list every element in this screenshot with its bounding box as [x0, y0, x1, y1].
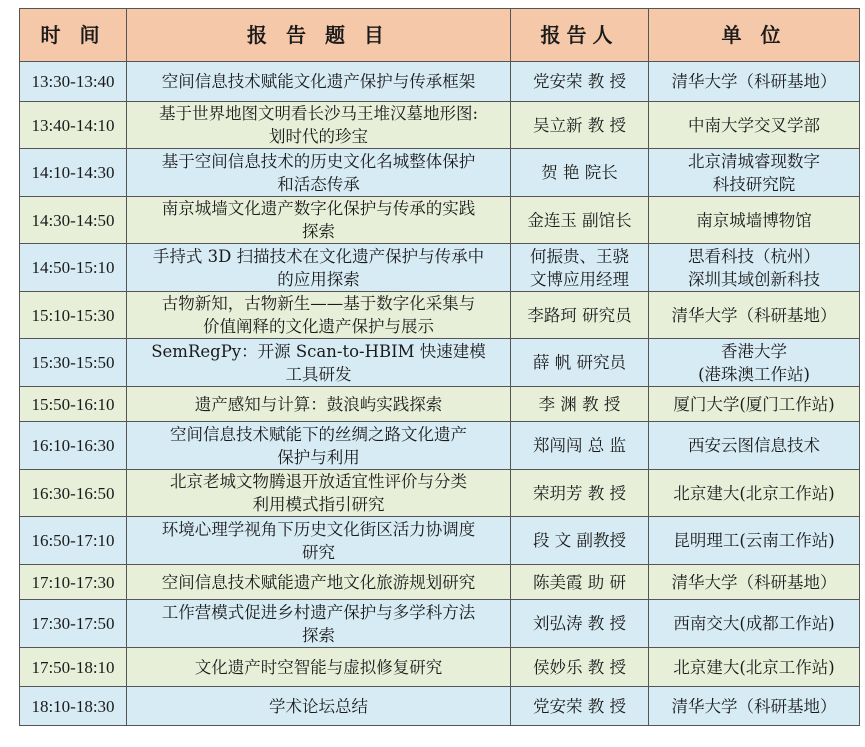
row-unit-line: 香港大学 [721, 341, 787, 361]
table-row [20, 517, 860, 565]
row-speaker [511, 600, 649, 648]
row-speaker [511, 244, 649, 292]
row-speaker [511, 292, 649, 339]
row-title [127, 422, 511, 470]
table-row [20, 687, 860, 726]
table-row [20, 387, 860, 422]
row-time: 17:50-18:10 [20, 648, 127, 687]
row-unit-line: 厦门大学(厦门工作站) [673, 394, 835, 414]
row-title-line: SemRegPy：开源 Scan-to-HBIM 快速建模 [151, 341, 486, 361]
row-speaker-line: 何振贵、王骁 [530, 246, 629, 266]
row-speaker-line: 陈美霞 助 研 [533, 572, 626, 592]
row-title-line: 探索 [302, 625, 335, 645]
row-title [127, 565, 511, 600]
row-speaker [511, 687, 649, 726]
row-speaker [511, 517, 649, 565]
row-speaker-line: 侯妙乐 教 授 [533, 657, 626, 677]
row-unit [649, 422, 860, 470]
row-speaker-line: 李 渊 教 授 [538, 394, 621, 414]
row-speaker [511, 197, 649, 244]
row-speaker-line: 文博应用经理 [530, 269, 629, 289]
row-title-line: 基于世界地图文明看长沙马王堆汉墓地形图: [158, 104, 479, 123]
row-title [127, 648, 511, 687]
row-title-line: 文化遗产时空智能与虚拟修复研究 [194, 657, 443, 677]
row-time: 16:10-16:30 [20, 422, 127, 470]
row-title [127, 292, 511, 339]
row-speaker-line: 段 文 副教授 [533, 531, 626, 550]
row-unit-line: 中南大学交叉学部 [688, 115, 820, 135]
row-time: 13:40-14:10 [20, 102, 127, 149]
row-title-line: 价值阐释的文化遗产保护与展示 [203, 317, 434, 336]
schedule-table [19, 8, 860, 726]
row-time: 15:10-15:30 [20, 292, 127, 339]
row-unit [649, 648, 860, 687]
row-unit [649, 62, 860, 102]
header-title: 报 告 题 目 [127, 9, 511, 62]
row-speaker [511, 387, 649, 422]
row-title [127, 62, 511, 102]
table-row [20, 648, 860, 687]
row-title-line: 学术论坛总结 [269, 696, 368, 716]
table-row [20, 292, 860, 339]
row-speaker [511, 565, 649, 600]
row-speaker-line: 荣玥芳 教 授 [533, 483, 626, 503]
row-unit [649, 339, 860, 387]
row-title [127, 197, 511, 244]
row-speaker [511, 102, 649, 149]
row-title-line: 工具研发 [285, 364, 352, 384]
row-speaker [511, 149, 649, 197]
table-row [20, 470, 860, 517]
row-time: 13:30-13:40 [20, 62, 127, 102]
row-unit-line: 思看科技（杭州） [688, 246, 820, 266]
row-title-line: 遗产感知与计算：鼓浪屿实践探索 [194, 394, 443, 414]
row-time: 14:10-14:30 [20, 149, 127, 197]
row-title-line: 空间信息技术赋能遗产地文化旅游规划研究 [161, 572, 476, 592]
row-speaker [511, 339, 649, 387]
row-title-line: 空间信息技术赋能文化遗产保护与传承框架 [161, 72, 476, 91]
row-title [127, 387, 511, 422]
row-title-line: 环境心理学视角下历史文化街区活力协调度 [161, 519, 476, 539]
row-unit [649, 149, 860, 197]
row-speaker-line: 郑闯闯 总 监 [533, 436, 626, 455]
row-title-line: 基于空间信息技术的历史文化名城整体保护 [161, 151, 476, 171]
table-row [20, 244, 860, 292]
row-speaker-line: 薛 帆 研究员 [533, 353, 626, 372]
row-speaker [511, 470, 649, 517]
row-title-line: 空间信息技术赋能下的丝绸之路文化遗产 [170, 424, 467, 444]
row-speaker-line: 金连玉 副馆长 [527, 210, 632, 230]
row-title-line: 探索 [302, 222, 335, 241]
row-title [127, 600, 511, 648]
row-title-line: 手持式 3D 扫描技术在文化遗产保护与传承中 [152, 246, 485, 266]
row-unit [649, 197, 860, 244]
row-title-line: 研究 [302, 542, 335, 562]
row-title [127, 517, 511, 565]
row-time: 16:30-16:50 [20, 470, 127, 517]
row-title [127, 687, 511, 726]
row-unit-line: 昆明理工(云南工作站) [673, 531, 835, 550]
row-title [127, 244, 511, 292]
row-unit-line: 清华大学（科研基地） [671, 72, 837, 91]
table-row [20, 102, 860, 149]
row-speaker [511, 422, 649, 470]
row-title [127, 470, 511, 517]
row-unit [649, 292, 860, 339]
table-header-row [20, 9, 860, 62]
row-title-line: 工作营模式促进乡村遗产保护与多学科方法 [161, 602, 476, 622]
row-unit-line: 北京清城睿现数字 [688, 151, 820, 171]
header-speaker: 报告人 [511, 9, 649, 62]
row-speaker-line: 党安荣 教 授 [533, 696, 626, 716]
row-title-line: 南京城墙文化遗产数字化保护与传承的实践 [161, 199, 476, 218]
row-title-line: 北京老城文物腾退开放适宜性评价与分类 [170, 472, 467, 491]
row-unit-line: 北京建大(北京工作站) [673, 657, 835, 677]
row-speaker [511, 62, 649, 102]
row-title-line: 利用模式指引研究 [252, 495, 385, 514]
row-speaker-line: 党安荣 教 授 [533, 72, 626, 91]
row-time: 17:10-17:30 [20, 565, 127, 600]
row-time: 14:30-14:50 [20, 197, 127, 244]
row-time: 15:50-16:10 [20, 387, 127, 422]
row-title-line: 古物新知，古物新生——基于数字化采集与 [161, 294, 476, 313]
row-title-line: 的应用探索 [277, 269, 360, 289]
row-unit-line: 清华大学（科研基地） [671, 696, 837, 716]
row-speaker [511, 648, 649, 687]
row-title [127, 339, 511, 387]
row-unit-line: 清华大学（科研基地） [671, 305, 837, 325]
row-unit-line: 南京城墙博物馆 [696, 210, 812, 230]
row-title-line: 和活态传承 [277, 174, 360, 194]
row-title-line: 保护与利用 [277, 447, 360, 467]
row-speaker-line: 吴立新 教 授 [533, 115, 626, 135]
row-speaker-line: 刘弘涛 教 授 [533, 614, 626, 633]
row-unit [649, 517, 860, 565]
row-unit [649, 244, 860, 292]
row-unit [649, 565, 860, 600]
row-unit [649, 470, 860, 517]
row-unit [649, 600, 860, 648]
row-unit-line: 西安云图信息技术 [688, 436, 820, 455]
row-title [127, 102, 511, 149]
table-row [20, 62, 860, 102]
row-unit-line: 清华大学（科研基地） [671, 572, 837, 592]
row-time: 17:30-17:50 [20, 600, 127, 648]
table-row [20, 600, 860, 648]
table-row [20, 149, 860, 197]
row-time: 15:30-15:50 [20, 339, 127, 387]
row-unit-line: 深圳其域创新科技 [688, 269, 820, 289]
table-row [20, 422, 860, 470]
header-unit: 单 位 [649, 9, 860, 62]
row-unit-line: (港珠澳工作站) [698, 364, 810, 384]
row-unit-line: 北京建大(北京工作站) [673, 483, 835, 503]
row-unit-line: 西南交大(成都工作站) [673, 614, 835, 633]
row-unit [649, 102, 860, 149]
row-time: 18:10-18:30 [20, 687, 127, 726]
row-title-line: 划时代的珍宝 [269, 127, 368, 146]
table-row [20, 197, 860, 244]
row-speaker-line: 贺 艳 院长 [541, 163, 618, 182]
row-time: 14:50-15:10 [20, 244, 127, 292]
row-title [127, 149, 511, 197]
table-row [20, 339, 860, 387]
row-time: 16:50-17:10 [20, 517, 127, 565]
header-time: 时 间 [20, 9, 127, 62]
row-unit [649, 387, 860, 422]
table-body [20, 62, 860, 726]
row-speaker-line: 李路珂 研究员 [527, 305, 632, 325]
row-unit [649, 687, 860, 726]
row-unit-line: 科技研究院 [712, 174, 796, 194]
table-row [20, 565, 860, 600]
